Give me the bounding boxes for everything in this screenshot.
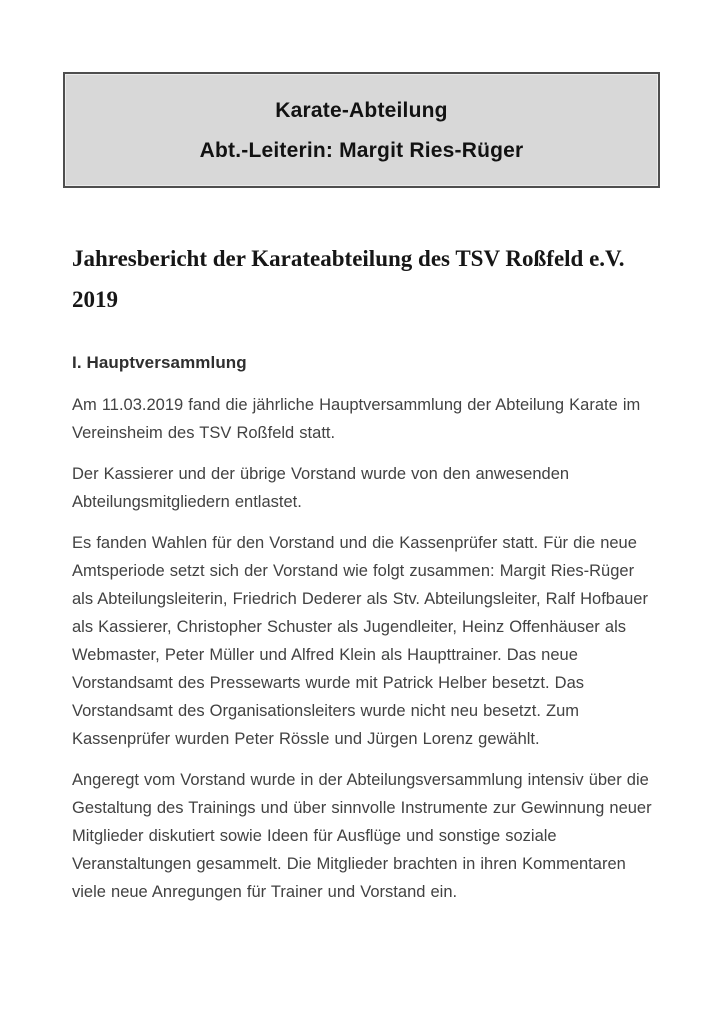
department-header-box bbox=[63, 72, 660, 188]
document-title bbox=[72, 238, 656, 320]
section-heading-hauptversammlung: I. Hauptversammlung bbox=[72, 353, 247, 372]
document-title-line2: 2019 bbox=[72, 287, 118, 312]
header-box-line2: Abt.-Leiterin: Margit Ries-Rüger bbox=[199, 139, 524, 162]
document-title-line1: Jahresbericht der Karateabteilung des TSV Roßfeld e.V. bbox=[72, 246, 625, 271]
paragraph-meeting-date: Am 11.03.2019 fand die jährliche Hauptversammlung der Abteilung Karate im Vereinsheim des TSV Roßfeld statt. bbox=[72, 396, 641, 442]
header-box-line1: Karate-Abteilung bbox=[275, 99, 448, 122]
section-body bbox=[72, 391, 658, 919]
paragraph-elections: Es fanden Wahlen für den Vorstand und die Kassenprüfer statt. Für die neue Amtsperiode setzt sich der Vorstand wie folgt zusammen: Margit Ries-Rüger als Abteilungsleiterin, Friedrich Dederer als Stv. Abteilungsleiter, Ralf Hofbauer als Kassierer, Christopher Schuster als Jugendleiter, Heinz Offenhäuser als Webmaster, Peter Müller und Alfred Klein als Haupttrainer. Das neue Vorstandsamt des Pressewarts wurde mit Patrick Helber besetzt. Das Vorstandsamt des Organisationsleiters wurde nicht neu besetzt. Zum Kassenprüfer wurden Peter Rössle und Jürgen Lorenz gewählt. bbox=[72, 534, 648, 748]
paragraph-discharge: Der Kassierer und der übrige Vorstand wurde von den anwesenden Abteilungsmitgliedern entlastet. bbox=[72, 465, 570, 511]
paragraph-discussion: Angeregt vom Vorstand wurde in der Abteilungsversammlung intensiv über die Gestaltung des Trainings und über sinnvolle Instrumente zur Gewinnung neuer Mitglieder diskutiert sowie Ideen für Ausflüge und sonstige soziale Veranstaltungen gesammelt. Die Mitglieder brachten in ihren Kommentaren viele neue Anregungen für Trainer und Vorstand ein. bbox=[72, 771, 652, 901]
